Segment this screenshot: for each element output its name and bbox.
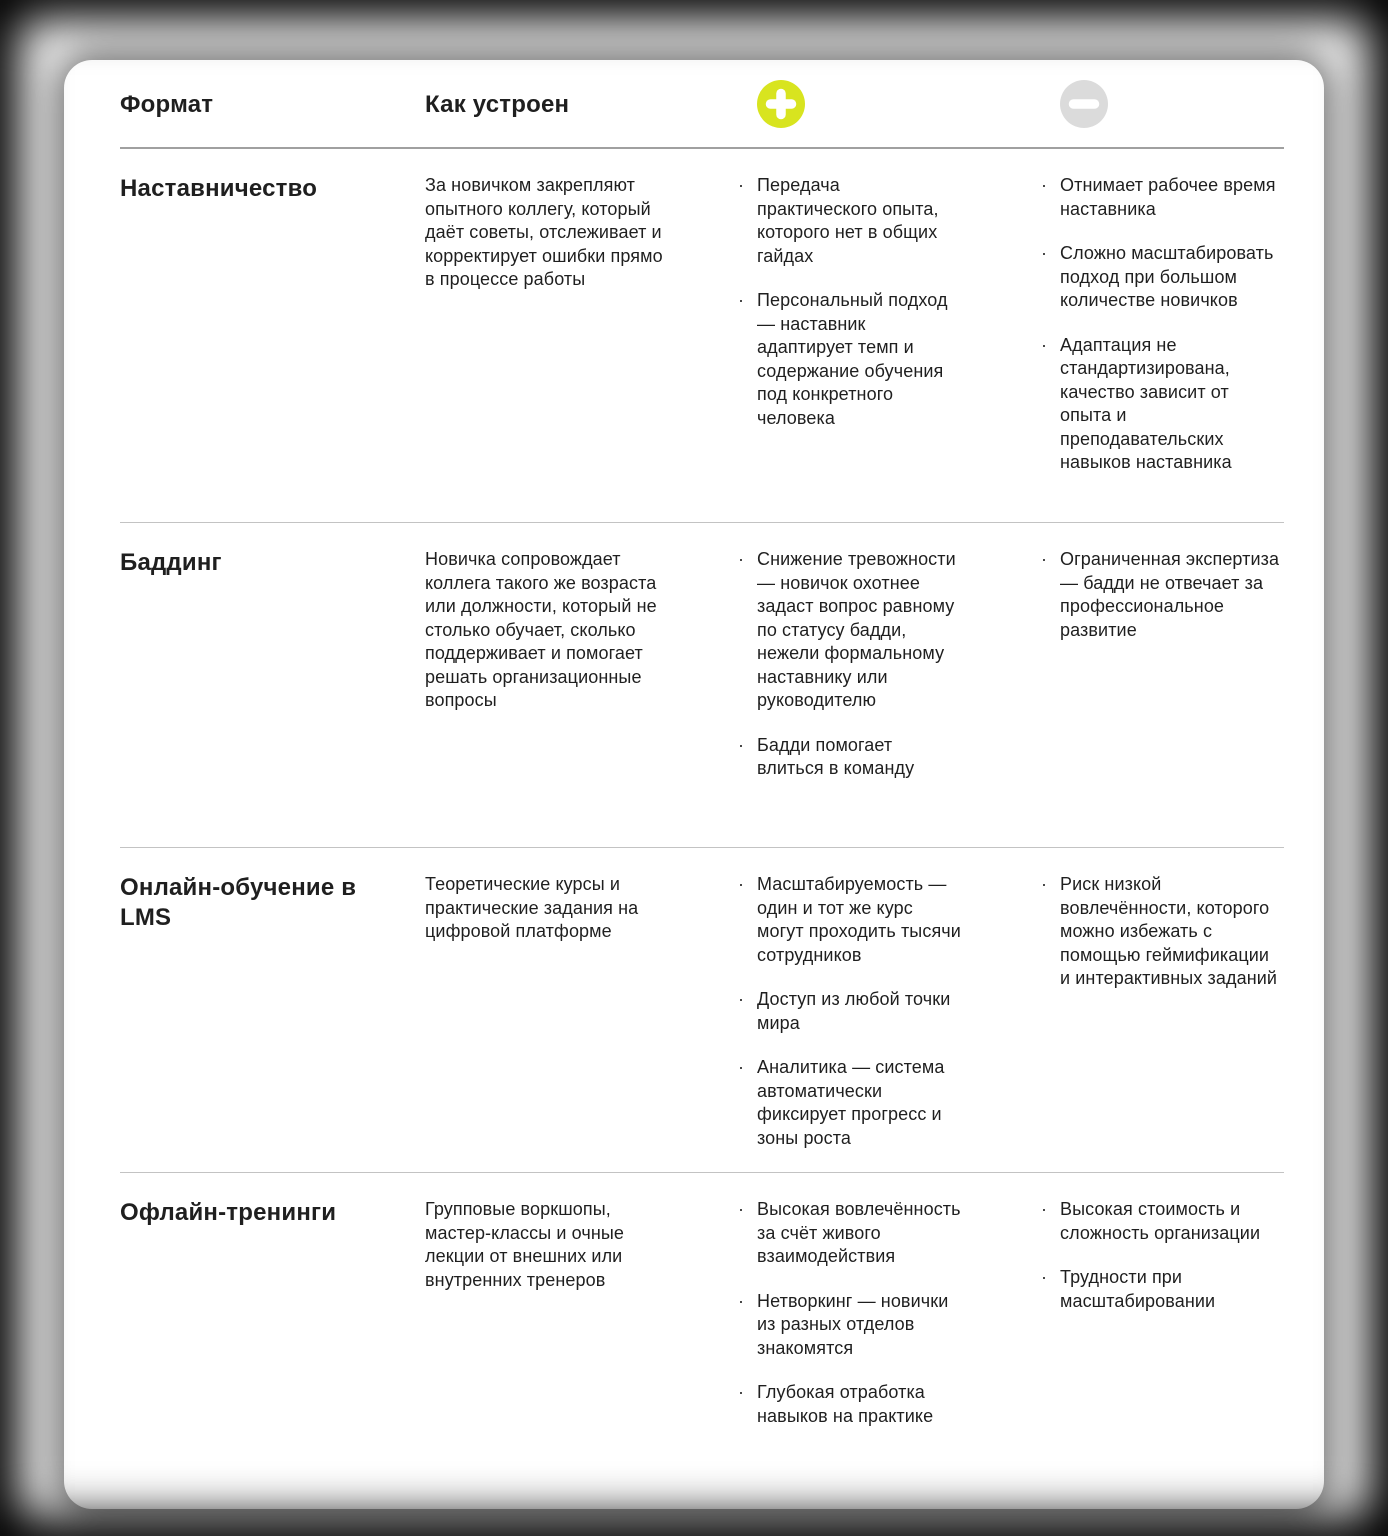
con-item: · Ограниченная экспертиза — бадди не отвечает за профессиональное развитие	[1040, 548, 1284, 642]
con-item: · Адаптация не стандартизирована, качество зависит от опыта и преподавательских навыков наставника	[1040, 334, 1284, 475]
format-name: Наставничество	[120, 175, 318, 202]
pros-cell	[737, 548, 1040, 847]
how-description: Теоретические курсы и практические задания на цифровой платформе	[425, 874, 639, 941]
format-name: Офлайн-тренинги	[120, 1199, 337, 1226]
table-body	[120, 147, 1284, 1473]
cons-list	[1040, 873, 1284, 991]
cons-list	[1040, 174, 1284, 475]
how-cell	[425, 174, 737, 522]
pro-item: · Высокая вовлечённость за счёт живого взаимодействия	[737, 1198, 963, 1269]
cons-cell	[1040, 873, 1284, 1172]
pros-list	[737, 873, 1040, 1150]
pro-item: · Передача практического опыта, которого нет в общих гайдах	[737, 174, 963, 268]
cons-cell	[1040, 548, 1284, 847]
comparison-table-card	[64, 60, 1324, 1509]
table-row	[120, 522, 1284, 847]
column-header-format: Формат	[120, 91, 214, 118]
pros-cell	[737, 174, 1040, 522]
format-name: Онлайн-обучение в LMS	[120, 874, 357, 931]
pros-list	[737, 1198, 1040, 1428]
format-name: Баддинг	[120, 549, 222, 576]
table-row	[120, 847, 1284, 1172]
pros-cell	[737, 873, 1040, 1172]
pro-item: · Нетворкинг — новички из разных отделов знакомятся	[737, 1290, 963, 1361]
format-cell	[120, 174, 425, 522]
how-cell	[425, 873, 737, 1172]
how-description: Групповые воркшопы, мастер-классы и очные лекции от внешних или внутренних тренеров	[425, 1199, 625, 1290]
con-item: · Трудности при масштабировании	[1040, 1266, 1284, 1313]
format-cell	[120, 1198, 425, 1473]
how-cell	[425, 548, 737, 847]
pro-item: · Масштабируемость — один и тот же курс могут проходить тысячи сотрудников	[737, 873, 963, 967]
table-row	[120, 1172, 1284, 1473]
format-cell	[120, 548, 425, 847]
cons-list	[1040, 1198, 1284, 1313]
cons-cell	[1040, 174, 1284, 522]
pro-item: · Персональный подход — наставник адаптирует темп и содержание обучения под конкретного человека	[737, 289, 963, 430]
con-item: · Риск низкой вовлечённости, которого можно избежать с помощью геймификации и интерактивных заданий	[1040, 873, 1284, 991]
table-header-row	[120, 60, 1284, 147]
con-item: · Высокая стоимость и сложность организации	[1040, 1198, 1284, 1245]
pro-item: · Бадди помогает влиться в команду	[737, 734, 963, 781]
pro-item: · Снижение тревожности — новичок охотнее задаст вопрос равному по статусу бадди, нежели формальному наставнику или руководителю	[737, 548, 963, 713]
how-description: За новичком закрепляют опытного коллегу, который даёт советы, отслеживает и корректирует ошибки прямо в процессе работы	[425, 175, 663, 289]
format-cell	[120, 873, 425, 1172]
table-row	[120, 147, 1284, 522]
how-description: Новичка сопровождает коллега такого же возраста или должности, который не столько обучает, сколько поддерживает и помогает решать организационные вопросы	[425, 549, 657, 710]
pro-item: · Аналитика — система автоматически фиксирует прогресс и зоны роста	[737, 1056, 963, 1150]
pros-cell	[737, 1198, 1040, 1473]
how-cell	[425, 1198, 737, 1473]
cons-cell	[1040, 1198, 1284, 1473]
minus-circle-icon	[1060, 80, 1108, 128]
cons-list	[1040, 548, 1284, 642]
plus-circle-icon	[757, 80, 805, 128]
column-header-pros	[737, 60, 1040, 147]
pros-list	[737, 174, 1040, 430]
con-item: · Отнимает рабочее время наставника	[1040, 174, 1284, 221]
column-header-how: Как устроен	[425, 91, 570, 118]
pro-item: · Доступ из любой точки мира	[737, 988, 963, 1035]
con-item: · Сложно масштабировать подход при большом количестве новичков	[1040, 242, 1284, 313]
pro-item: · Глубокая отработка навыков на практике	[737, 1381, 963, 1428]
pros-list	[737, 548, 1040, 781]
column-header-cons	[1040, 60, 1284, 147]
